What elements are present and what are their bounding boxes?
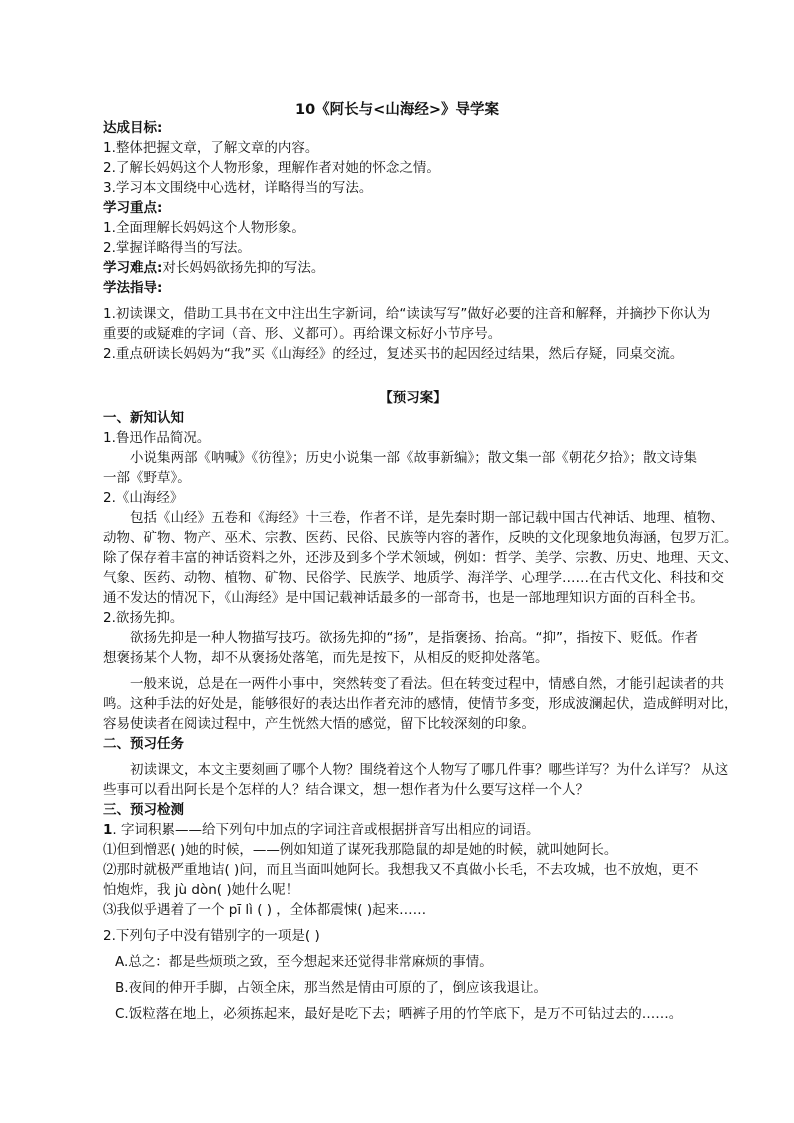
task-line: 些事可以看出阿长是个怎样的人？结合课文，想一想作者为什么要写这样一个人？ [103, 782, 589, 798]
paragraph-line: 气象、医药、动物、植物、矿物、民俗学、民族学、地质学、海洋学、心理学……在古代文化、科技和交 [103, 570, 724, 586]
task-line: 初读课文，本文主要刻画了哪个人物？围绕着这个人物写了哪几件事？哪些详写？为什么详写？ 从这 [130, 762, 729, 778]
paragraph-line: 通不发达的情况下，《山海经》是中国记载神话最多的一部奇书，也是一部地理知识方面的百科全书。 [103, 590, 704, 606]
question1-row [103, 820, 723, 840]
question1-line: ⑶我似乎遇着了一个 pī lì ( ) ，全体都震悚( )起来…… [103, 902, 427, 918]
paragraph-line: 欲扬先抑是一种人物描写技巧。欲扬先抑的“扬”，是指褒扬、抬高。“抑”，指按下、贬低。作者 [130, 630, 698, 646]
question2-option: C.饭粒落在地上，必须拣起来，最好是吃下去；晒裤子用的竹竿底下，是万不可钻过去的……。 [115, 1006, 683, 1022]
section2-heading: 二、预习任务 [103, 736, 184, 752]
section3-heading: 三、预习检测 [103, 802, 184, 818]
goal-item: 3.学习本文围绕中心选材，详略得当的写法。 [103, 180, 373, 196]
difficulty-text: 对长妈妈欲扬先抑的写法。 [162, 260, 325, 276]
key-point-item: 1.全面理解长妈妈这个人物形象。 [103, 220, 305, 236]
item2-title: 2.《山海经》 [103, 490, 184, 506]
paragraph-line: 一般来说，总是在一两件小事中，突然转变了看法。但在转变过程中，情感自然，才能引起读者的共 [130, 676, 724, 692]
question1-line: 怕炮炸，我 jù dòn( )她什么呢！ [103, 882, 300, 898]
difficulty-heading: 学习难点: [103, 260, 163, 276]
goal-item: 2.了解长妈妈这个人物形象，理解作者对她的怀念之情。 [103, 160, 440, 176]
question1-line: ⑴但到憎恶( )她的时候，——例如知道了谋死我那隐鼠的却是她的时候，就叫她阿长。 [103, 842, 618, 858]
section1-heading: 一、新知认知 [103, 410, 184, 426]
question2-option: A.总之：都是些烦琐之致，至今想起来还觉得非常麻烦的事情。 [115, 954, 493, 970]
key-points-heading: 学习重点: [103, 200, 163, 216]
paragraph-line: 想褒扬某个人物，却不从褒扬处落笔，而先是按下，从相反的贬抑处落笔。 [103, 650, 549, 666]
paragraph-line: 一部《野草》。 [103, 470, 191, 486]
document-title: 10《阿长与<山海经>》导学案 [295, 102, 499, 118]
question1-text: . 字词积累——给下列句中加点的字词注音或根据拼音写出相应的词语。 [112, 822, 540, 838]
method-line: 重要的或疑难的字词（音、形、义都可）。再给课文标好小节序号。 [103, 326, 502, 342]
goals-heading: 达成目标: [103, 120, 163, 136]
item3-title: 2.欲扬先抑。 [103, 610, 184, 626]
paragraph-line: 容易使读者在阅读过程中，产生恍然大悟的感觉，留下比较深刻的印象。 [103, 716, 535, 732]
question1-line: ⑵那时就极严重地诘( )问，而且当面叫她阿长。我想我又不真做小长毛，不去攻城，也不放炮，更不 [103, 862, 699, 878]
paragraph-line: 鸣。这种手法的好处是，能够很好的表达出作者充沛的感情，使情节多变，形成波澜起伏，造成鲜明对比， [103, 696, 738, 712]
preview-heading: 【预习案】 [379, 390, 447, 406]
document-body [103, 118, 738, 1024]
key-point-item: 2.掌握详略得当的写法。 [103, 240, 251, 256]
question1-number: 1 [103, 822, 113, 838]
method-line: 1.初读课文，借助工具书在文中注出生字新词，给“读读写写”做好必要的注音和解释，并摘抄下你认为 [103, 306, 711, 322]
paragraph-line: 小说集两部《呐喊》《彷徨》；历史小说集一部《故事新编》；散文集一部《朝花夕拾》；散文诗集 [130, 450, 697, 466]
goal-item: 1.整体把握文章，了解文章的内容。 [103, 140, 319, 156]
method-heading: 学法指导: [103, 280, 163, 296]
question2-option: B.夜间的伸开手脚，占领全床，那当然是情由可原的了，倒应该我退让。 [115, 980, 548, 996]
item1-title: 1.鲁迅作品简况。 [103, 430, 211, 446]
question2-text: 2.下列句子中没有错别字的一项是( ) [103, 928, 320, 944]
paragraph-line: 除了保存着丰富的神话资料之外，还涉及到多个学术领域，例如：哲学、美学、宗教、历史、地理、天文、 [103, 550, 738, 566]
method-line: 2.重点研读长妈妈为“我”买《山海经》的经过，复述买书的起因经过结果，然后存疑，同桌交流。 [103, 346, 684, 362]
difficulty-row [103, 258, 723, 278]
paragraph-line: 包括《山经》五卷和《海经》十三卷，作者不详，是先秦时期一部记载中国古代神话、地理、植物、 [130, 510, 724, 526]
paragraph-line: 动物、矿物、物产、巫术、宗教、医药、民俗、民族等内容的著作，反映的文化现象地负海涵，包罗万汇。 [103, 530, 738, 546]
